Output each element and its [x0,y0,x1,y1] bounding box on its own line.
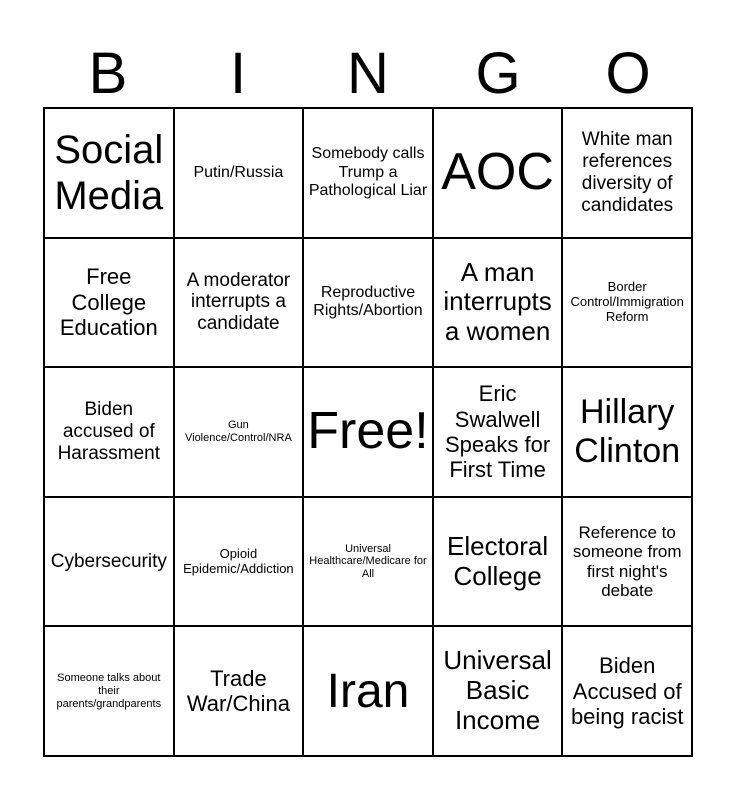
bingo-grid [43,107,693,757]
bingo-cell: Somebody calls Trump a Pathological Liar [303,108,433,238]
free-space-cell: Free! [303,367,433,497]
header-letter-i: I [229,41,247,106]
header-letter-n: N [347,41,389,106]
bingo-cell: A man interrupts a women [433,238,563,368]
bingo-cell: Iran [303,626,433,756]
bingo-cell: Eric Swalwell Speaks for First Time [433,367,563,497]
bingo-cell: Reproductive Rights/Abortion [303,238,433,368]
bingo-cell: Biden accused of Harassment [44,367,174,497]
bingo-cell: Border Control/Immigration Reform [562,238,692,368]
bingo-cell: Electoral College [433,497,563,627]
bingo-cell: White man references diversity of candidates [562,108,692,238]
bingo-cell: Hillary Clinton [562,367,692,497]
header-letter-b: B [88,41,128,106]
bingo-cell: Biden Accused of being racist [562,626,692,756]
bingo-cell: Universal Basic Income [433,626,563,756]
bingo-cell: A moderator interrupts a candidate [174,238,304,368]
bingo-cell: Someone talks about their parents/grandparents [44,626,174,756]
bingo-header [43,40,693,108]
bingo-cell: Social Media [44,108,174,238]
bingo-cell: Cybersecurity [44,497,174,627]
bingo-cell: Trade War/China [174,626,304,756]
header-letter-o: O [605,41,651,106]
bingo-cell: Gun Violence/Control/NRA [174,367,304,497]
bingo-cell: Free College Education [44,238,174,368]
bingo-cell: Reference to someone from first night's debate [562,497,692,627]
header-letter-g: G [475,41,521,106]
bingo-cell: Opioid Epidemic/Addiction [174,497,304,627]
bingo-cell: AOC [433,108,563,238]
bingo-cell: Universal Healthcare/Medicare for All [303,497,433,627]
bingo-cell: Putin/Russia [174,108,304,238]
